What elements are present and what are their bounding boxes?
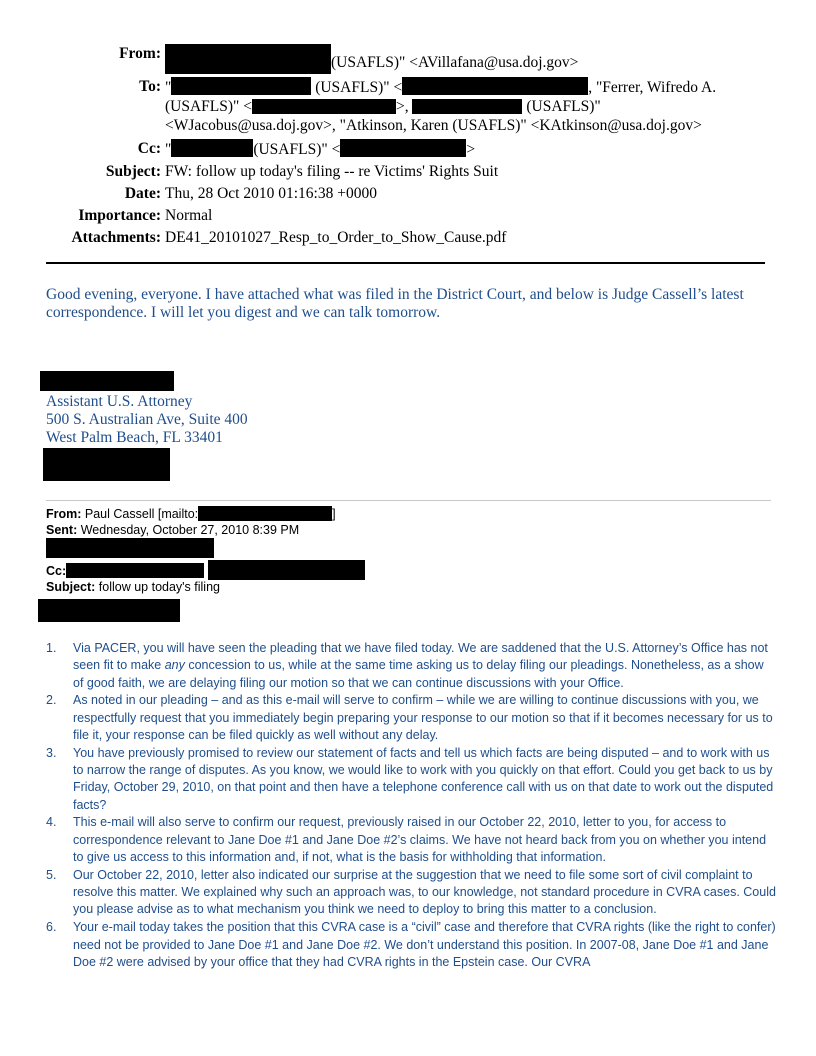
to-value-part: >, — [395, 98, 413, 115]
list-item-text: As noted in our pleading – and as this e-mail will serve to confirm – while we are willing to continue discussions with you, we respectfully request that you immediately begin preparing your response to our motion so that if it becomes necessary for us to file it, your response can be filed quickly as well without any delay. — [73, 693, 773, 742]
to-value-part: " — [165, 79, 172, 96]
from-row — [40, 44, 760, 74]
list-item — [46, 745, 776, 814]
redaction-block — [171, 77, 311, 95]
to-row — [40, 77, 760, 135]
list-item — [46, 640, 776, 692]
cc-value-part: " — [165, 141, 172, 158]
forwarded-from — [46, 506, 771, 523]
to-value-part: (USAFLS)" — [522, 98, 601, 115]
list-item — [46, 692, 776, 744]
attachment-link[interactable]: DE41_20101027_Resp_to_Order_to_Show_Cause.pdf — [165, 229, 507, 246]
redaction-block — [171, 139, 253, 157]
signature-block — [46, 393, 248, 447]
date-row — [40, 184, 760, 203]
forwarded-from-value: Paul Cassell [mailto: — [81, 507, 199, 521]
redaction-block — [402, 77, 588, 95]
list-item-number: 4. — [46, 815, 57, 830]
cc-value-part: > — [466, 141, 476, 158]
forwarded-sent-value: Wednesday, October 27, 2010 8:39 PM — [77, 522, 300, 537]
forwarded-from-end: ] — [332, 507, 336, 521]
list-item-text: Our October 22, 2010, letter also indicated our surprise at the suggestion that we need to file some sort of civil complaint to resolve this matter. We explained why such an approach was, to our knowledge, not standard procedure in CVRA cases. Could you please advise as to what mechanism you think we need to deploy to bring this matter to a conclusion. — [73, 867, 776, 917]
forwarded-cc-label: Cc: — [46, 563, 67, 578]
header-divider — [46, 262, 765, 264]
redaction-block — [252, 99, 396, 114]
date-label: Date: — [124, 185, 161, 202]
importance-label: Importance: — [78, 207, 161, 224]
redaction-block — [208, 560, 365, 580]
forwarded-subject — [46, 580, 771, 596]
redaction-block — [46, 538, 214, 558]
forward-divider — [46, 500, 771, 501]
forwarded-sent — [46, 523, 771, 539]
forwarded-subject-value: follow up today's filing — [95, 579, 220, 594]
from-value: (USAFLS)" <AVillafana@usa.doj.gov> — [331, 54, 579, 71]
list-item-text: You have previously promised to review our statement of facts and tell us which facts are being disputed – and to work with us to narrow the range of disputes. As you know, we would like to work with you quickly on that effort. Could you get back to us by Friday, October 29, 2010, on that point and then have a telephone conference call with us on that date to work out the disputed facts? — [73, 745, 774, 812]
forwarded-header — [46, 506, 771, 595]
email-header — [40, 44, 760, 250]
numbered-points — [46, 640, 776, 972]
list-item-number: 1. — [46, 641, 57, 655]
redaction-block — [43, 448, 170, 481]
subject-value: FW: follow up today's filing -- re Victims' Rights Suit — [165, 163, 499, 180]
forwarded-from-label: From: — [46, 507, 82, 521]
list-item-text: This e-mail will also serve to confirm our request, previously raised in our October 22, 2010, letter to you, for access to correspondence relevant to Jane Doe #1 and Jane Doe #2’s claims. We have not heard back from you on whether you intend to give us access to this information and, if not, what is the basis for withholding that information. — [73, 815, 767, 865]
importance-value: Normal — [165, 207, 213, 224]
forwarded-subject-label: Subject: — [46, 579, 96, 594]
date-value: Thu, 28 Oct 2010 01:16:38 +0000 — [165, 185, 377, 202]
redaction-block — [412, 99, 522, 114]
to-value-part: , "Ferrer, Wifredo A. — [588, 79, 717, 96]
forwarded-to-redacted — [46, 538, 771, 560]
to-label: To: — [139, 78, 161, 95]
from-label: From: — [119, 45, 161, 62]
cc-label: Cc: — [137, 140, 161, 157]
subject-row — [40, 162, 760, 181]
list-item-text: Via PACER, you will have seen the pleading that we have filed today. We are saddened that the U.S. Attorney’s Office has not seen fit to make any concession to us, while at the same time asking us to delay filing our pleadings. Nonetheless, as a show of good faith, we are delaying filing our motion so that we can continue discussions with your Office. — [73, 641, 768, 690]
forwarded-sent-label: Sent: — [46, 522, 78, 537]
list-item — [46, 867, 776, 919]
subject-label: Subject: — [105, 163, 161, 180]
attachments-row — [40, 228, 760, 247]
to-value-part: (USAFLS)" < — [165, 98, 252, 115]
list-item-number: 3. — [46, 745, 57, 760]
signature-address-2: West Palm Beach, FL 33401 — [46, 429, 223, 446]
list-item — [46, 814, 776, 866]
redaction-block — [40, 371, 174, 391]
to-value-part: <WJacobus@usa.doj.gov>, "Atkinson, Karen (USAFLS)" <KAtkinson@usa.doj.gov> — [165, 117, 702, 134]
list-item-number: 2. — [46, 693, 57, 708]
cc-value-part: (USAFLS)" < — [253, 141, 341, 158]
redaction-block — [165, 44, 331, 74]
intro-text: Good evening, everyone. I have attached what was filed in the District Court, and below is Judge Cassell’s latest correspondence. I will let you digest and we can talk tomorrow. — [46, 286, 744, 321]
cc-row — [40, 139, 760, 159]
redaction-block — [198, 506, 332, 521]
attachments-label: Attachments: — [71, 229, 161, 246]
emphasis-text: any — [164, 658, 185, 673]
importance-row — [40, 206, 760, 225]
redaction-block — [340, 139, 466, 157]
redaction-block — [38, 599, 180, 622]
list-item-text: Your e-mail today takes the position that this CVRA case is a “civil” case and therefore that CVRA rights (like the right to confer) need not be provided to Jane Doe #1 and Jane Doe #2. We don’t understand this position. In 2007-08, Jane Doe #1 and Jane Doe #2 were advised by your office that they had CVRA rights in the Epstein case. Our CVRA — [73, 920, 776, 969]
forwarded-cc — [46, 560, 771, 580]
to-value-part: (USAFLS)" < — [311, 79, 403, 96]
signature-title: Assistant U.S. Attorney — [46, 393, 193, 410]
list-item-number: 5. — [46, 867, 57, 882]
list-item — [46, 919, 776, 971]
redaction-block — [66, 563, 204, 578]
list-item-number: 6. — [46, 920, 57, 935]
signature-address-1: 500 S. Australian Ave, Suite 400 — [46, 411, 248, 428]
